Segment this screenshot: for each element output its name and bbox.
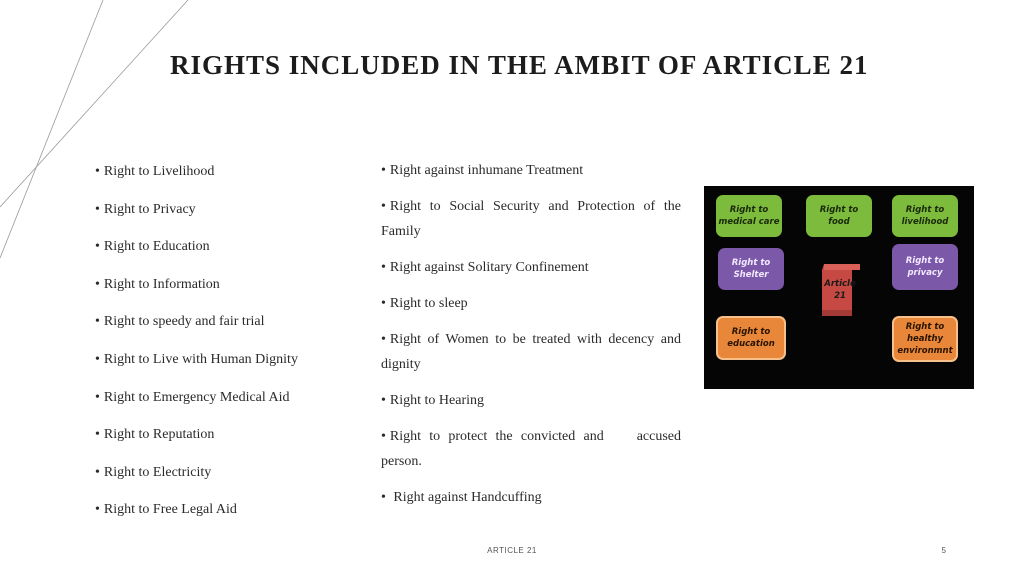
list-item [381, 194, 681, 244]
list-item-text: Right to Emergency Medical Aid [103, 389, 290, 405]
right-rights-list [381, 158, 685, 521]
bullet: • [95, 164, 100, 179]
list-item-text: Right against Solitary Confinement [389, 260, 589, 275]
article-scroll-label: Article 21 [824, 279, 856, 301]
box-right-to-shelter: Right to Shelter [718, 248, 784, 290]
list-item [381, 485, 681, 510]
list-item [95, 384, 355, 422]
list-item-text: Right to protect the convicted and accused person. [381, 429, 685, 469]
bullet: • [95, 502, 100, 518]
list-item-text: Right to Reputation [103, 427, 215, 443]
bullet: • [381, 393, 386, 408]
list-item [95, 421, 355, 459]
left-rights-list [95, 158, 355, 534]
box-right-to-livelihood: Right to livelihood [892, 195, 958, 237]
list-item-text: Right to Education [103, 239, 210, 255]
bullet: • [95, 276, 100, 292]
list-item-text: Right to Privacy [103, 201, 196, 217]
box-right-to-healthy-environment: Right to healthy environmnt [892, 316, 958, 362]
bullet: • [95, 201, 100, 217]
bullet: • [381, 199, 386, 214]
bullet: • [95, 351, 100, 367]
slide-title: RIGHTS INCLUDED IN THE AMBIT OF ARTICLE 21 [170, 50, 869, 80]
bullet: • [381, 490, 386, 505]
list-item [381, 424, 685, 474]
list-item-text: Right to Information [103, 276, 220, 292]
list-item-text: Right to Electricity [103, 464, 212, 480]
bullet: • [95, 427, 100, 443]
list-item-text: Right to Live with Human Dignity [103, 351, 298, 367]
bullet: • [381, 163, 386, 178]
box-right-to-privacy: Right to privacy [892, 244, 958, 290]
list-item [95, 496, 355, 534]
list-item [95, 233, 355, 271]
list-item [95, 459, 355, 497]
box-right-to-medical-care: Right to medical care [716, 195, 782, 237]
page-number: 5 [941, 546, 946, 555]
list-item [381, 255, 681, 280]
bullet: • [95, 239, 100, 255]
bullet: • [95, 464, 100, 480]
box-right-to-food: Right to food [806, 195, 872, 237]
list-item [95, 196, 355, 234]
bullet: • [95, 389, 100, 405]
list-item-text: Right against Handcuffing [389, 490, 542, 505]
list-item-text: Right against inhumane Treatment [389, 163, 584, 178]
footer-title: ARTICLE 21 [487, 546, 537, 555]
list-item [95, 271, 355, 309]
article-21-rights-graphic [704, 186, 974, 389]
list-item-text: Right to speedy and fair trial [103, 314, 265, 330]
list-item [95, 346, 355, 384]
list-item-text: Right to Hearing [389, 393, 485, 408]
bullet: • [381, 260, 386, 275]
list-item-text: Right to Social Security and Protection of the Family [381, 199, 681, 239]
list-item-text: Right to Livelihood [103, 164, 215, 179]
list-item [381, 327, 681, 377]
list-item-text: Right to Free Legal Aid [103, 502, 237, 518]
list-item [95, 158, 355, 196]
bullet: • [381, 332, 386, 347]
box-right-to-education: Right to education [716, 316, 786, 360]
list-item-text: Right of Women to be treated with decency and dignity [381, 332, 681, 372]
list-item [381, 158, 681, 183]
list-item [381, 388, 681, 413]
bullet: • [381, 296, 386, 311]
list-item-text: Right to sleep [389, 296, 468, 311]
bullet: • [381, 429, 386, 444]
list-item [95, 308, 355, 346]
bullet: • [95, 314, 100, 330]
list-item [381, 291, 681, 316]
